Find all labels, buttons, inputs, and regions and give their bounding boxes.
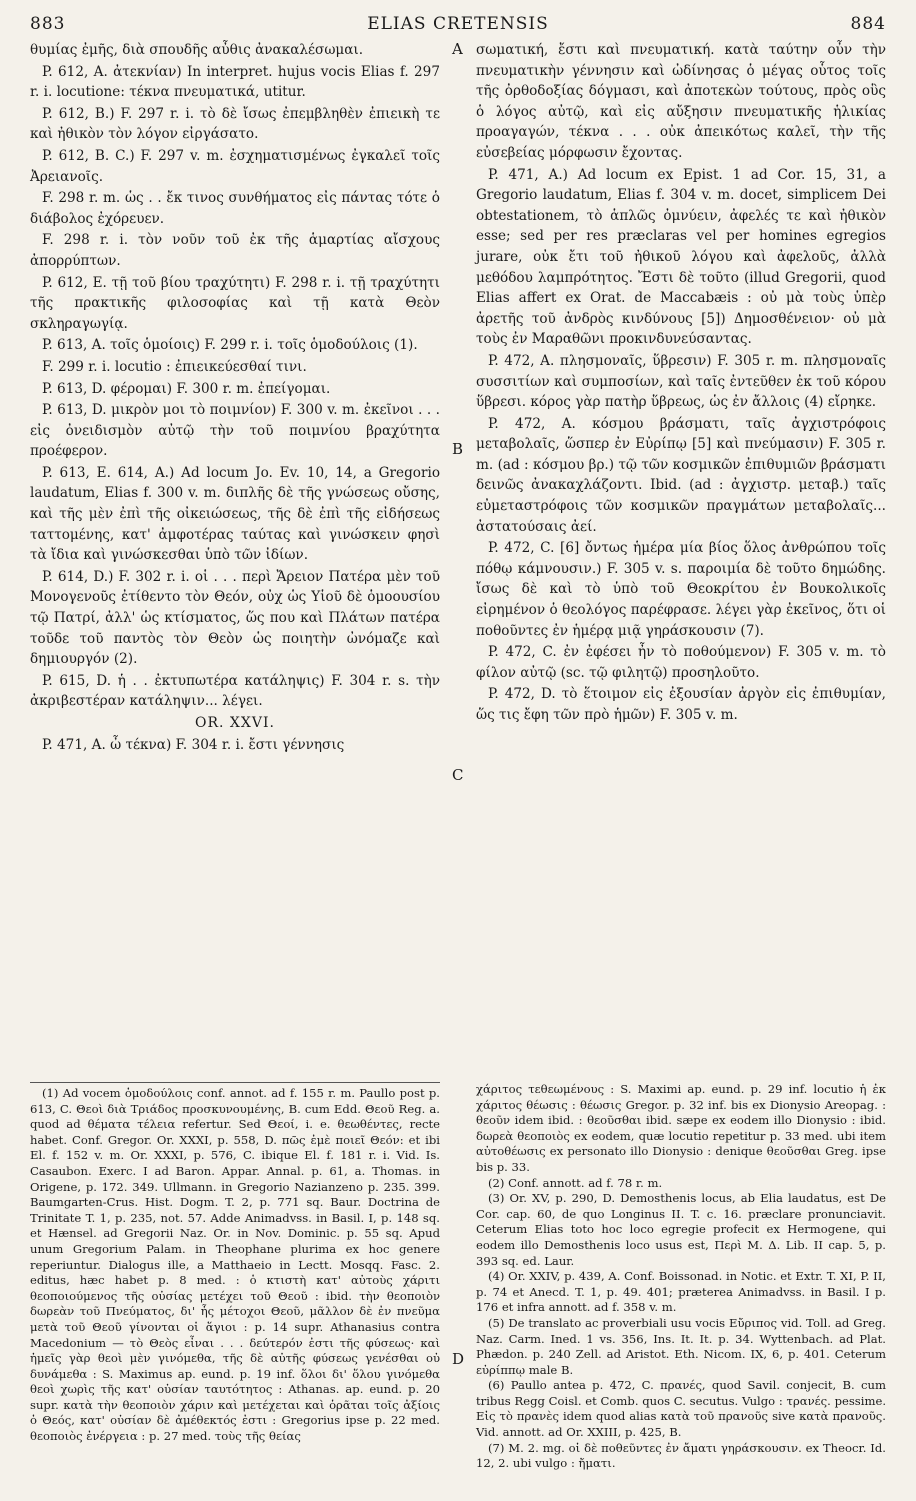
paragraph: P. 613, E. 614, A.) Ad locum Jo. Ev. 10, 14, a Gregorio laudatum, Elias f. 300 v. m. διπλῆς δὲ τῆς γνώσεως οὔσης, καὶ τῆς μὲν ἐπὶ τῆς οἰκειώσεως, τῆς δὲ ἐπὶ τῆς εἰδήσεως ταττομένης, κατ' ἀμφοτέρας ταύτας καὶ γινώσκειν φησὶ τὰ ἴδια καὶ γινώσκεσθαι ὑπὸ τῶν ἰδίων. [30,464,440,564]
paragraph: P. 615, D. ἡ . . ἐκτυπωτέρα κατάληψις) F. 304 r. s. τὴν ἀκριβεστέραν κατάληψιν... λέγει. [30,672,440,710]
footnote: (5) De translato ac proverbiali usu vocis Εὔριπος vid. Toll. ad Greg. Naz. Carm. Ined. 1 vs. 356, Ins. It. It. p. 34. Wyttenbach. ad Plat. Phædon. p. 240 Zell. ad Aristot. Eth. Nicom. IX, 6, p. 401. Ceterum εὐρίππῳ male B. [476,1315,886,1377]
margin-marker-a: A [452,40,463,58]
paragraph: P. 471, A. ὦ τέκνα) F. 304 r. i. ἔστι γέννησις [42,736,345,753]
paragraph: P. 614, D.) F. 302 r. i. οἱ . . . περὶ Ἄρειον Πατέρα μὲν τοῦ Μονογενοῦς ἐτίθεντο τὸν Θεόν, οὐχ ὡς Υἱοῦ δὲ ὁμοουσίου τῷ Πατρί, ἀλλ' ὡς κτίσματος, ὥς που καὶ Πλάτων πατέρα τοῦδε τοῦ παντὸς τὸν Θεὸν ὡς ποιητὴν ὠνόμαζε καὶ δημιουργόν (2). [30,568,440,668]
footnote: (7) M. 2. mg. οἱ δὲ ποθεῦντες ἐν ἄματι γηράσκουσιν. ex Theocr. Id. 12, 2. ubi vulgo : ἤματι. [476,1440,886,1471]
oration-heading: OR. XXVI. [195,715,275,731]
footnote: (2) Conf. annott. ad f. 78 r. m. [488,1175,663,1190]
paragraph: P. 472, A. πλησμοναῖς, ὕβρεσιν) F. 305 r. m. πλησμοναῖς συσσιτίων καὶ συμποσίων, καὶ ταῖς ἐντεῦθεν ἐκ τοῦ κόρου ὕβρεσι. κόρος γὰρ πατὴρ ὕβρεως, ὡς ἐν ἄλλοις (4) εἴρηκε. [476,352,886,411]
footnote: (3) Or. XV, p. 290, D. Demosthenis locus, ab Elia laudatus, est De Cor. cap. 60, de quo Longinus II. T. c. 16. præclare pronunciavit. Ceterum Elias toto hoc loco egregie profecit ex Hermogene, qui eodem illo Demosthenis loco usus est, Περὶ Μ. Δ. Lib. II cap. 5, p. 393 sq. ed. Laur. [476,1191,886,1268]
paragraph: θυμίας ἐμῆς, διὰ σπουδῆς αὖθις ἀνακαλέσωμαι. [30,42,364,58]
footnotes-left [30,1082,440,1445]
paragraph: P. 612, B.) F. 297 r. i. τὸ δὲ ἴσως ἐπεμβληθὲν ἐπιεικὴ τε καὶ ἠθικὸν τὸν λόγον εἰργάσατο. [30,105,440,143]
page-header [30,14,886,40]
footnote: (1) Ad vocem ὁμοδούλοις conf. annot. ad f. 155 r. m. Paullo post p. 613, C. Θεοὶ διὰ Τριάδος προσκυνουμένης, B. cum Edd. Θεοῦ Reg. a. quod ad θέματα τέλεια refertur. Sed Θεοί, i. e. θεωθέντες, recte habet. Conf. Gregor. Or. XXXI, p. 558, D. πῶς ἐμὲ ποιεῖ Θεόν: et ibi El. f. 152 v. m. Or. XXXI, p. 576, C. ibique El. f. 181 r. i. Vid. Is. Casaubon. Exerc. I ad Baron. Appar. Annal. p. 61, a. Thomas. in Origene, p. 172. 349. Ullmann. in Gregorio Nazianzeno p. 235. 399. Baumgarten-Crus. Hist. Dogm. T. 2, p. 771 sq. Baur. Doctrina de Trinitate T. 1, p. 235, not. 57. Adde Animadvss. in Basil. I, p. 148 sq. et Hænsel. ad Gregorii Naz. Or. in Nov. Dominic. p. 55 sq. Apud unum Gregorium Palam. in Theophane plurima ex hoc genere reperiuntur. Dialogus ille, a Matthaeio in Lectt. Mosqq. Fasc. 2. editus, hæc habet p. 8 med. : ὁ κτιστὴ κατ' αὐτοὺς χάριτι θεοποιούμενος τῆς οὐσίας μετέχει τοῦ Θεοῦ : ibid. τὴν θεοποιὸν δωρεὰν τοῦ Πνεύματος, δι' ἧς μέτοχοι Θεοῦ, μᾶλλον δὲ ἐν πνεῦμα μετὰ τοῦ Θεοῦ γίνονται οἱ ἅγιοι : p. 14 supr. Athanasius contra Macedonium — τὸ Θεὸς εἶναι . . . δεύτερόν ἐστι τῆς φύσεως· καὶ ἡμεῖς γὰρ θεοὶ μὲν γινόμεθα, τῆς δὲ αὐτῆς φύσεως γενέσθαι οὐ δυνάμεθα : S. Maximus ap. eund. p. 19 inf. ὅλοι δι' ὅλου γινόμεθα θεοὶ χωρὶς τῆς κατ' οὐσίαν ταυτότητος : Athanas. ap. eund. p. 20 supr. κατὰ τὴν θεοποιὸν χάριν καὶ μετέχεται καὶ ὁρᾶται τοῖς ἀξίοις ὁ Θεός, κατ' οὐσίαν δὲ ἀμέθεκτός ἐστι : Gregorius ipse p. 22 med. θεοποιὸς ἐνέργεια : p. 27 med. τοὺς τῆς θείας [30,1086,440,1444]
paragraph: P. 472, D. τὸ ἕτοιμον εἰς ἐξουσίαν ἀργὸν εἰς ἐπιθυμίαν, ὥς τις ἔφη τῶν πρὸ ἡμῶν) F. 305 v. m. [476,686,886,723]
running-title: ELIAS CRETENSIS [367,14,549,34]
footnote: χάριτος τεθεωμένους : S. Maximi ap. eund. p. 29 inf. locutio ἡ ἐκ χάριτος θέωσις : θέωσις Gregor. p. 32 inf. bis ex Dionysio Areopag. : θεοῦν idem ibid. : θεοῦσθαι ibid. sæpe ex eodem illo Dionysio : ibid. δωρεὰ θεοποιὸς ex eodem, quæ locutio repetitur p. 33 med. ubi item αὐτοθέωσις ex personato illo Dionysio : denique θεοῦσθαι Greg. ipse bis p. 33. [476,1082,886,1174]
paragraph: P. 613, D. μικρὸν μοι τὸ ποιμνίον) F. 300 v. m. ἐκεῖνοι . . . εἰς ὀνειδισμὸν αὐτῷ τὴν τοῦ ποιμνίου βραχύτητα προέφερον. [30,402,440,460]
paragraph: P. 612, B. C.) F. 297 v. m. ἐσχηματισμένως ἐγκαλεῖ τοῖς Ἀρειανοῖς. [30,147,440,185]
page-number-left: 883 [30,14,66,34]
paragraph: P. 613, D. φέρομαι) F. 300 r. m. ἐπείγομαι. [42,380,331,397]
footnote: (4) Or. XXIV, p. 439, A. Conf. Boissonad. in Notic. et Extr. T. XI, P. II, p. 74 et Anecd. T. 1, p. 49. 401; præterea Animadvss. in Basil. I p. 176 et infra annott. ad f. 358 v. m. [476,1269,886,1315]
margin-marker-c: C [452,766,464,784]
footnotes-right [476,1082,886,1472]
paragraph: P. 472, C. [6] ὄντως ἡμέρα μία βίος ὅλος ἀνθρώπου τοῖς πόθῳ κάμνουσιν.) F. 305 v. s. παροιμία δὲ τοῦτο δημώδης. ἴσως δὲ καὶ τὸ ὑπὸ τοῦ Θεοκρίτου ἐν Βουκολικοῖς εἰρημένον ὁ θεολόγος παρέφρασε. λέγει γὰρ ἐκεῖνος, ὅτι οἱ ποθοῦντες ἐν ἡμέρᾳ μιᾷ γηράσκουσιν (7). [476,540,886,639]
left-column [30,40,440,756]
paragraph: F. 298 r. m. ὡς . . ἔκ τινος συνθήματος εἰς πάντας τότε ὁ διάβολος ἐχόρευεν. [30,190,440,227]
paragraph: P. 612, E. τῇ τοῦ βίου τραχύτητι) F. 298 r. i. τῇ τραχύτητι τῆς πρακτικῆς φιλοσοφίας καὶ τῇ κατὰ Θεὸν σκληραγωγίᾳ. [30,274,440,332]
paragraph: σωματική, ἔστι καὶ πνευματική. κατὰ ταύτην οὖν τὴν πνευματικὴν γέννησιν καὶ ὠδίνησας ὁ μέγας οὗτος τοῖς τῆς ὀρθοδοξίας δόγμασι, καὶ ἀποτεκὼν τούτους, πρὸς οὓς ὁ λόγος αὐτῷ, καὶ εἰς αὔξησιν πνευματικῆς ἡλικίας προαγαγών, τέκνα . . . οὐκ ἀπεικότως καλεῖ, τὴν τῆς εὐσεβείας μόρφωσιν ἔχοντας. [476,42,886,161]
paragraph: P. 471, A.) Ad locum ex Epist. 1 ad Cor. 15, 31, a Gregorio laudatum, Elias f. 304 v. m. docet, simplicem Dei obtestationem, τὸ ἁπλῶς ὀμνύειν, ἀφελές τε καὶ ἠθικὸν esse; sed per res præclaras vel per homines egregios jurare, οὐκ ἔτι τοῦ ἠθικοῦ λόγου καὶ ἀφελοῦς, ἀλλὰ μεθόδου λαμπρότητος. Ἔστι δὲ τοῦτο (illud Gregorii, quod Elias affert ex Orat. de Maccabæis : οὐ μὰ τοὺς ὑπὲρ ἀρετῆς τοῦ ἀνδρὸς κινδύνους [5]) Δημοσθένειον· οὐ μὰ τοὺς ἐν Μαραθῶνι προκινδυνεύσαντας. [476,166,886,348]
paragraph: P. 613, A. τοῖς ὁμοίοις) F. 299 r. i. τοῖς ὁμοδούλοις (1). [42,337,418,354]
paragraph: P. 472, C. ἐν ἐφέσει ἦν τὸ ποθούμενον) F. 305 v. m. τὸ φίλον αὐτῷ (sc. τῷ φιλητῷ) προσηλοῦτο. [476,644,886,681]
paragraph: F. 298 r. i. τὸν νοῦν τοῦ ἐκ τῆς ἁμαρτίας αἴσχους ἀπορρύπτων. [30,232,440,269]
right-column [476,40,886,727]
paragraph: F. 299 r. i. locutio : ἐπιεικεύεσθαί τινι. [42,358,307,375]
paragraph: P. 612, A. ἀτεκνίαν) In interpret. hujus vocis Elias f. 297 r. i. locutione: τέκνα πνευματικά, utitur. [30,63,440,101]
margin-marker-b: B [452,440,464,458]
footnote: (6) Paullo antea p. 472, C. πρανές, quod Savil. conjecit, B. cum tribus Regg Coisl. et Comb. quos C. secutus. Vulgo : τρανές. pessime. Εἰς τὸ πρανὲς idem quod alias κατὰ τοῦ πρανοῦς sive κατὰ πρανοῦς. Vid. annott. ad Or. XXIII, p. 425, B. [476,1378,886,1440]
page-number-right: 884 [850,14,886,34]
paragraph: P. 472, A. κόσμου βράσματι, ταῖς ἀγχιστρόφοις μεταβολαῖς, ὥσπερ ἐν Εὐρίπῳ [5] καὶ πνεύμασιν) F. 305 r. m. (ad : κόσμου βρ.) τῷ τῶν κοσμικῶν ἐπιθυμιῶν βράσματι δεινῶς ἀνακαχλάζοντι. Ibid. (ad : ἀγχιστρ. μεταβ.) ταῖς εὐμεταστρόφοις τῶν κοσμικῶν πραγμάτων μεταβολαῖς... ἀστατούσαις ἀεί. [476,415,886,535]
margin-marker-d: D [452,1350,465,1368]
